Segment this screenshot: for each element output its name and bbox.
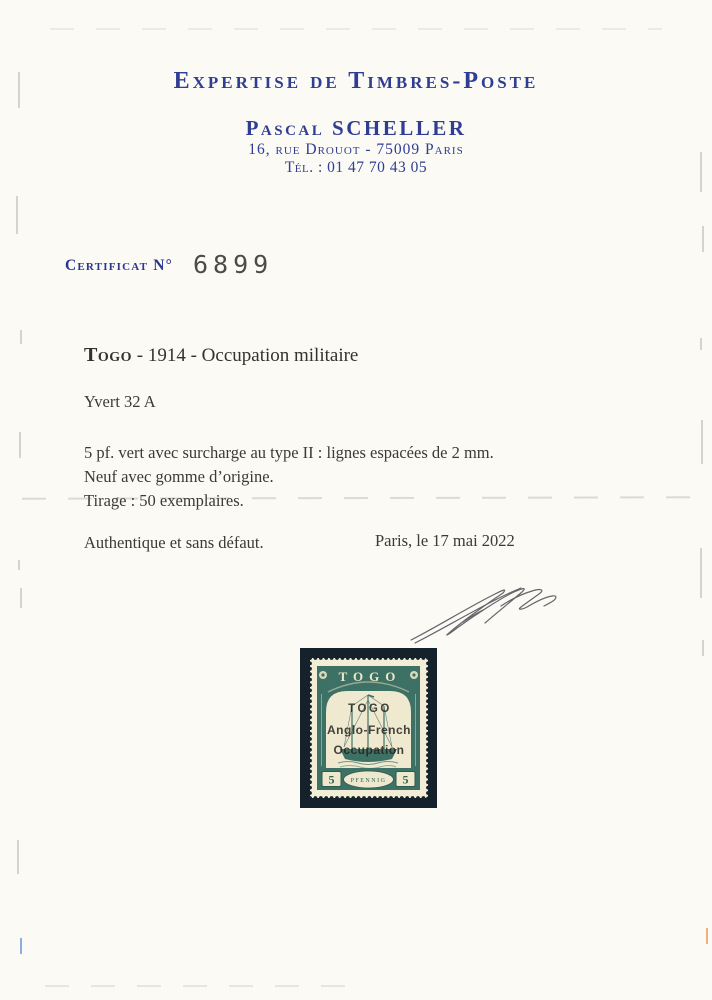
scan-artifact (706, 928, 708, 944)
item-description (84, 441, 494, 513)
description-line: Neuf avec gomme d’origine. (84, 467, 274, 486)
scan-artifact (20, 588, 22, 608)
scan-artifact (17, 840, 19, 874)
stamp-overprint-line: Occupation (333, 743, 405, 757)
signature-icon (403, 570, 578, 648)
stamp-value-left: 5 (328, 772, 335, 787)
scan-artifact (20, 938, 22, 954)
item-country: Togo (84, 344, 133, 366)
certificate-number-row (65, 250, 273, 279)
stamp-overprint-line: Anglo-French (327, 723, 411, 737)
scan-artifact (50, 28, 662, 30)
expert-address: 16, rue Drouot - 75009 Paris (248, 141, 464, 158)
stamp-banner-text: TOGO (338, 669, 402, 684)
description-line: Tirage : 50 exemplaires. (84, 491, 244, 510)
item-title-rest: - 1914 - Occupation militaire (132, 345, 359, 366)
stamp-photo (300, 648, 437, 808)
place-and-date: Paris, le 17 mai 2022 (375, 531, 515, 550)
scan-artifact (700, 338, 702, 350)
item-title (84, 344, 358, 367)
expert-phone: Tél. : 01 47 70 43 05 (284, 159, 428, 176)
expert-name: Pascal SCHELLER (245, 116, 467, 140)
scan-artifact (701, 420, 703, 464)
scan-artifact (19, 432, 21, 458)
stamp-value-right: 5 (402, 772, 409, 787)
scan-artifact (16, 196, 18, 234)
authenticity-statement: Authentique et sans défaut. (84, 533, 264, 552)
letterhead-title: Expertise de Timbres-Poste (173, 68, 539, 94)
stamp-overprint-line: TOGO (348, 703, 392, 715)
scan-artifact (18, 560, 20, 570)
description-line: 5 pf. vert avec surcharge au type II : lignes espacées de 2 mm. (84, 443, 494, 462)
stamp-currency: PFENNIG (350, 778, 387, 784)
scan-artifact (702, 640, 704, 656)
scan-artifact (20, 330, 22, 344)
certificate-number: 6899 (192, 250, 274, 279)
certificate-label: Certificat N° (65, 257, 173, 274)
catalogue-reference: Yvert 32 A (84, 392, 156, 411)
scan-artifact (700, 548, 702, 598)
scan-artifact (702, 226, 704, 252)
scan-artifact (45, 985, 345, 987)
